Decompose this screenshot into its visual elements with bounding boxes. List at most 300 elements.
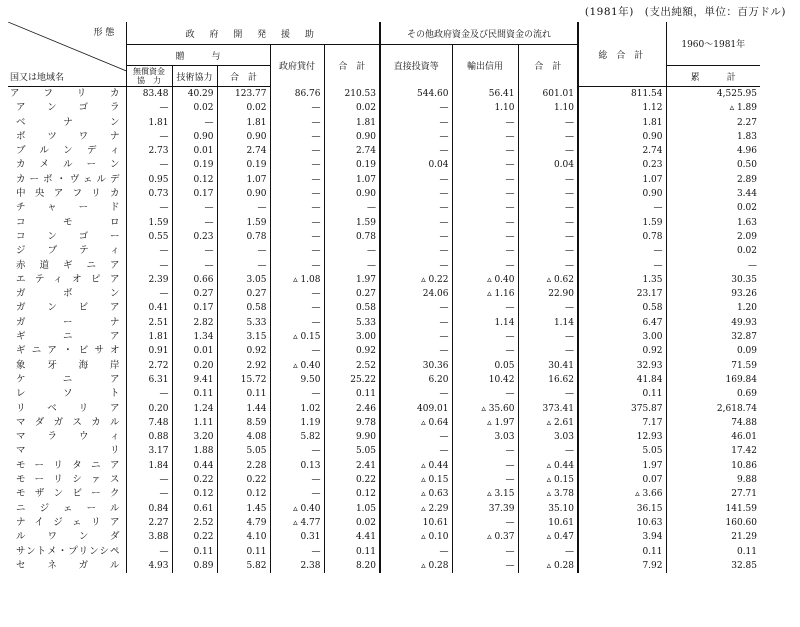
value-cell: 5.82	[270, 430, 324, 444]
table-row	[8, 359, 760, 373]
value-cell: 5.33	[324, 316, 380, 330]
value-cell: 1.20	[666, 301, 760, 315]
value-cell: —	[452, 259, 518, 273]
value-cell: 1.59	[217, 216, 270, 230]
value-cell: 0.92	[324, 344, 380, 358]
country-name: アンゴラ	[16, 102, 120, 114]
value-cell: 0.44	[172, 459, 217, 473]
value-cell: ▵ 35.60	[452, 402, 518, 416]
value-cell: 3.00	[324, 330, 380, 344]
value-cell: 169.84	[666, 373, 760, 387]
value-cell: ▵ 1.16	[452, 287, 518, 301]
value-cell: 24.06	[380, 287, 452, 301]
value-cell: 2.72	[126, 359, 172, 373]
value-cell: 0.11	[217, 545, 270, 559]
value-cell: 2.73	[126, 144, 172, 158]
value-cell: 0.27	[172, 287, 217, 301]
country-name: ルワンダ	[16, 531, 120, 543]
value-cell: 0.11	[172, 387, 217, 401]
value-cell: —	[380, 344, 452, 358]
country-name: モーリタニア	[16, 459, 120, 471]
value-cell: —	[518, 216, 578, 230]
value-cell: —	[518, 144, 578, 158]
value-cell: —	[452, 387, 518, 401]
table-row	[8, 502, 760, 516]
value-cell: 2.89	[666, 173, 760, 187]
value-cell: 4.96	[666, 144, 760, 158]
value-cell: —	[270, 344, 324, 358]
value-cell: 0.17	[172, 301, 217, 315]
value-cell: 1.81	[578, 116, 666, 130]
value-cell: ▵ 0.15	[518, 473, 578, 487]
header-grand-total: 総 合 計	[578, 22, 666, 87]
value-cell: —	[380, 130, 452, 144]
value-cell: 1.81	[324, 116, 380, 130]
value-cell: —	[380, 387, 452, 401]
table-header	[8, 22, 760, 87]
value-cell: 0.12	[172, 487, 217, 501]
value-cell: 0.01	[172, 344, 217, 358]
country-name: モーリシァス	[16, 474, 120, 486]
value-cell: 3.44	[666, 187, 760, 201]
value-cell: 2.09	[666, 230, 760, 244]
value-cell: 8.20	[324, 559, 380, 573]
value-cell: 811.54	[578, 87, 666, 102]
table-row	[8, 559, 760, 573]
value-cell: —	[270, 116, 324, 130]
value-cell: —	[126, 287, 172, 301]
value-cell: —	[452, 201, 518, 215]
value-cell: 2.39	[126, 273, 172, 287]
table-row	[8, 287, 760, 301]
value-cell: 141.59	[666, 502, 760, 516]
value-cell: —	[217, 244, 270, 258]
header-corner-cell	[8, 22, 126, 87]
value-cell: 8.59	[217, 416, 270, 430]
value-cell: 0.78	[324, 230, 380, 244]
value-cell: 2.74	[217, 144, 270, 158]
value-cell: 4.93	[126, 559, 172, 573]
value-cell: —	[126, 545, 172, 559]
header-form: 形態	[93, 28, 118, 38]
value-cell: —	[380, 330, 452, 344]
table-row	[8, 201, 760, 215]
value-cell: 1.63	[666, 216, 760, 230]
value-cell: ▵ 0.28	[518, 559, 578, 573]
value-cell: 2.28	[217, 459, 270, 473]
value-cell: 22.90	[518, 287, 578, 301]
value-cell: 0.02	[324, 101, 380, 115]
value-cell: 0.58	[324, 301, 380, 315]
value-cell: 0.02	[324, 516, 380, 530]
value-cell: ▵ 1.97	[452, 416, 518, 430]
value-cell: 9.78	[324, 416, 380, 430]
value-cell: —	[270, 316, 324, 330]
value-cell: —	[380, 230, 452, 244]
value-cell: —	[452, 516, 518, 530]
country-name: リベリア	[16, 402, 120, 414]
value-cell: 6.47	[578, 316, 666, 330]
value-cell: —	[126, 259, 172, 273]
value-cell: —	[270, 545, 324, 559]
country-name: モザンビーク	[16, 488, 120, 500]
country-name: ガンビア	[16, 302, 120, 314]
value-cell: —	[578, 244, 666, 258]
header-country: 国又は地域名	[10, 73, 65, 83]
value-cell: 49.93	[666, 316, 760, 330]
value-cell: —	[270, 387, 324, 401]
value-cell: —	[324, 201, 380, 215]
value-cell: 0.02	[666, 201, 760, 215]
value-cell: —	[452, 173, 518, 187]
value-cell: 10.63	[578, 516, 666, 530]
value-cell: 10.86	[666, 459, 760, 473]
value-cell: 4.79	[217, 516, 270, 530]
value-cell: —	[270, 201, 324, 215]
table-row	[8, 430, 760, 444]
value-cell: —	[270, 101, 324, 115]
value-cell: 409.01	[380, 402, 452, 416]
value-cell: —	[452, 444, 518, 458]
value-cell: 0.23	[578, 158, 666, 172]
value-cell: 0.22	[217, 473, 270, 487]
value-cell: 2.27	[666, 116, 760, 130]
value-cell: 6.20	[380, 373, 452, 387]
country-name: 象牙海岸	[16, 359, 120, 371]
value-cell: 0.50	[666, 158, 760, 172]
value-cell: —	[270, 473, 324, 487]
value-cell: 46.01	[666, 430, 760, 444]
value-cell: 0.11	[324, 387, 380, 401]
value-cell: 40.29	[172, 87, 217, 102]
value-cell: ▵ 1.89	[666, 101, 760, 115]
value-cell: —	[452, 330, 518, 344]
country-name: ケニア	[16, 373, 120, 385]
table-row	[8, 101, 760, 115]
table-row	[8, 330, 760, 344]
value-cell: 7.92	[578, 559, 666, 573]
value-cell: 0.09	[666, 344, 760, 358]
value-cell: 2.92	[217, 359, 270, 373]
value-cell: —	[380, 259, 452, 273]
value-cell: —	[380, 173, 452, 187]
value-cell: 0.11	[578, 545, 666, 559]
value-cell: 2.38	[270, 559, 324, 573]
country-name: カーボ・ヴェルデ	[16, 173, 120, 185]
value-cell: 1.10	[452, 101, 518, 115]
value-cell: 4.08	[217, 430, 270, 444]
value-cell: —	[518, 344, 578, 358]
value-cell: 30.41	[518, 359, 578, 373]
value-cell: 15.72	[217, 373, 270, 387]
value-cell: 0.84	[126, 502, 172, 516]
value-cell: 0.55	[126, 230, 172, 244]
value-cell: 5.05	[217, 444, 270, 458]
table-row	[8, 301, 760, 315]
value-cell: 3.03	[452, 430, 518, 444]
value-cell: 0.12	[217, 487, 270, 501]
header-cumulative-years: 1960～1981年	[666, 22, 760, 66]
value-cell: 1.35	[578, 273, 666, 287]
value-cell: —	[126, 473, 172, 487]
value-cell: —	[380, 144, 452, 158]
value-cell: 0.11	[217, 387, 270, 401]
value-cell: 0.90	[217, 130, 270, 144]
table-row	[8, 387, 760, 401]
value-cell: —	[452, 158, 518, 172]
value-cell: 3.17	[126, 444, 172, 458]
value-cell: 16.62	[518, 373, 578, 387]
value-cell: 1.10	[518, 101, 578, 115]
value-cell: —	[270, 301, 324, 315]
table-row	[8, 259, 760, 273]
table-row	[8, 402, 760, 416]
value-cell: 30.35	[666, 273, 760, 287]
value-cell: 0.05	[452, 359, 518, 373]
value-cell: 32.85	[666, 559, 760, 573]
value-cell: 25.22	[324, 373, 380, 387]
value-cell: 0.04	[380, 158, 452, 172]
value-cell: 1.81	[217, 116, 270, 130]
table-row	[8, 244, 760, 258]
value-cell: —	[518, 130, 578, 144]
value-cell: 0.01	[172, 144, 217, 158]
value-cell: 1.84	[126, 459, 172, 473]
value-cell: 123.77	[217, 87, 270, 102]
table-row	[8, 416, 760, 430]
value-cell: 2.41	[324, 459, 380, 473]
value-cell: —	[380, 101, 452, 115]
value-cell: —	[270, 444, 324, 458]
header-tech-coop: 技術協力	[172, 66, 217, 87]
country-name: ガボン	[16, 288, 120, 300]
value-cell: 27.71	[666, 487, 760, 501]
value-cell: ▵ 4.77	[270, 516, 324, 530]
value-cell: 1.14	[452, 316, 518, 330]
value-cell: 0.19	[172, 158, 217, 172]
value-cell: ▵ 2.29	[380, 502, 452, 516]
value-cell: —	[518, 230, 578, 244]
value-cell: 160.60	[666, 516, 760, 530]
value-cell: 0.19	[324, 158, 380, 172]
value-cell: 2.74	[324, 144, 380, 158]
value-cell: 3.05	[217, 273, 270, 287]
value-cell: ▵ 0.22	[380, 273, 452, 287]
value-cell: 1.97	[578, 459, 666, 473]
value-cell: —	[380, 201, 452, 215]
value-cell: 7.48	[126, 416, 172, 430]
value-cell: 2.74	[578, 144, 666, 158]
table-row	[8, 545, 760, 559]
value-cell: —	[578, 259, 666, 273]
value-cell: —	[126, 130, 172, 144]
header-oof-total: 合 計	[518, 45, 578, 87]
value-cell: 2.82	[172, 316, 217, 330]
country-name: ガーナ	[16, 316, 120, 328]
value-cell: —	[270, 259, 324, 273]
value-cell: 86.76	[270, 87, 324, 102]
country-name: コモロ	[16, 216, 120, 228]
value-cell: —	[270, 244, 324, 258]
header-grant: 贈 与	[126, 45, 270, 66]
value-cell: 0.66	[172, 273, 217, 287]
value-cell: ▵ 0.63	[380, 487, 452, 501]
value-cell: 3.94	[578, 530, 666, 544]
value-cell: —	[518, 301, 578, 315]
value-cell: 5.33	[217, 316, 270, 330]
value-cell: —	[518, 259, 578, 273]
table-row	[8, 473, 760, 487]
value-cell: —	[518, 545, 578, 559]
value-cell: 30.36	[380, 359, 452, 373]
value-cell: 1.34	[172, 330, 217, 344]
value-cell: —	[270, 230, 324, 244]
value-cell: —	[518, 330, 578, 344]
header-oda-total: 合 計	[324, 45, 380, 87]
country-name: ギニア・ビサオ	[16, 345, 120, 357]
value-cell: 0.19	[217, 158, 270, 172]
value-cell: ▵ 0.37	[452, 530, 518, 544]
table-row	[8, 116, 760, 130]
value-cell: 7.17	[578, 416, 666, 430]
country-name: ニジェール	[16, 502, 120, 514]
country-name: マラウィ	[16, 431, 120, 443]
country-name: チャード	[16, 202, 120, 214]
value-cell: 1.05	[324, 502, 380, 516]
value-cell: 4.41	[324, 530, 380, 544]
value-cell: —	[452, 545, 518, 559]
value-cell: —	[452, 559, 518, 573]
value-cell: 0.78	[217, 230, 270, 244]
table-row	[8, 173, 760, 187]
value-cell: 2.27	[126, 516, 172, 530]
table-row	[8, 444, 760, 458]
value-cell: —	[380, 244, 452, 258]
value-cell: 0.92	[578, 344, 666, 358]
value-cell: —	[452, 187, 518, 201]
value-cell: —	[126, 244, 172, 258]
value-cell: —	[452, 244, 518, 258]
value-cell: 12.93	[578, 430, 666, 444]
value-cell: ▵ 3.78	[518, 487, 578, 501]
value-cell: 1.07	[217, 173, 270, 187]
country-name: ベナン	[16, 116, 120, 128]
country-name: マダガスカル	[16, 416, 120, 428]
value-cell: —	[172, 244, 217, 258]
table-row	[8, 130, 760, 144]
value-cell: 2,618.74	[666, 402, 760, 416]
value-cell: 210.53	[324, 87, 380, 102]
header-export-credit: 輸出信用	[452, 45, 518, 87]
value-cell: 1.81	[126, 116, 172, 130]
value-cell: ▵ 0.15	[270, 330, 324, 344]
value-cell: —	[518, 444, 578, 458]
value-cell: 0.13	[270, 459, 324, 473]
header-loans: 政府貸付	[270, 45, 324, 87]
value-cell: 74.88	[666, 416, 760, 430]
value-cell: 0.58	[578, 301, 666, 315]
value-cell: 9.41	[172, 373, 217, 387]
value-cell: 3.03	[518, 430, 578, 444]
value-cell: 36.15	[578, 502, 666, 516]
value-cell: 3.15	[217, 330, 270, 344]
value-cell: 1.07	[324, 173, 380, 187]
value-cell: —	[217, 259, 270, 273]
value-cell: 0.02	[666, 244, 760, 258]
value-cell: —	[172, 116, 217, 130]
value-cell: 56.41	[452, 87, 518, 102]
header-oda: 政 府 開 発 援 助	[126, 22, 380, 45]
value-cell: 0.11	[324, 545, 380, 559]
value-cell: 0.91	[126, 344, 172, 358]
value-cell: 9.88	[666, 473, 760, 487]
table-row	[8, 87, 760, 102]
value-cell: 23.17	[578, 287, 666, 301]
table-row	[8, 230, 760, 244]
country-name: ナイジェリア	[16, 516, 120, 528]
value-cell: —	[518, 173, 578, 187]
value-cell: 17.42	[666, 444, 760, 458]
value-cell: 375.87	[578, 402, 666, 416]
value-cell: —	[666, 259, 760, 273]
value-cell: 0.90	[217, 187, 270, 201]
value-cell: —	[452, 459, 518, 473]
aid-statistics-table	[8, 22, 760, 573]
value-cell: 0.90	[578, 130, 666, 144]
value-cell: —	[380, 316, 452, 330]
country-name: カメルーン	[16, 159, 120, 171]
value-cell: —	[380, 430, 452, 444]
value-cell: —	[452, 473, 518, 487]
country-name: ギニア	[16, 331, 120, 343]
value-cell: 93.26	[666, 287, 760, 301]
value-cell: ▵ 0.64	[380, 416, 452, 430]
value-cell: —	[270, 130, 324, 144]
value-cell: 6.31	[126, 373, 172, 387]
value-cell: 0.12	[172, 173, 217, 187]
value-cell: 2.52	[172, 516, 217, 530]
country-name: サントメ・プリンシペ	[16, 545, 120, 557]
value-cell: 41.84	[578, 373, 666, 387]
value-cell: 83.48	[126, 87, 172, 102]
value-cell: —	[380, 187, 452, 201]
header-fdi: 直接投資等	[380, 45, 452, 87]
country-name: アフリカ	[10, 88, 120, 99]
value-cell: 1.81	[126, 330, 172, 344]
value-cell: 0.20	[126, 402, 172, 416]
value-cell: 0.92	[217, 344, 270, 358]
country-name: マリ	[16, 445, 120, 457]
value-cell: ▵ 0.47	[518, 530, 578, 544]
value-cell: —	[324, 244, 380, 258]
value-cell: —	[126, 101, 172, 115]
unit-note: (1981年) (支出純額，単位：百万ドル)	[584, 6, 786, 18]
value-cell: —	[270, 216, 324, 230]
country-name: 中央アフリカ	[16, 188, 120, 200]
value-cell: —	[217, 201, 270, 215]
value-cell: 1.45	[217, 502, 270, 516]
value-cell: 0.61	[172, 502, 217, 516]
value-cell: —	[518, 187, 578, 201]
value-cell: 5.82	[217, 559, 270, 573]
value-cell: —	[518, 116, 578, 130]
value-cell: 0.69	[666, 387, 760, 401]
value-cell: —	[270, 144, 324, 158]
value-cell: ▵ 0.40	[452, 273, 518, 287]
value-cell: 0.22	[324, 473, 380, 487]
value-cell: 0.90	[324, 187, 380, 201]
table-row	[8, 158, 760, 172]
